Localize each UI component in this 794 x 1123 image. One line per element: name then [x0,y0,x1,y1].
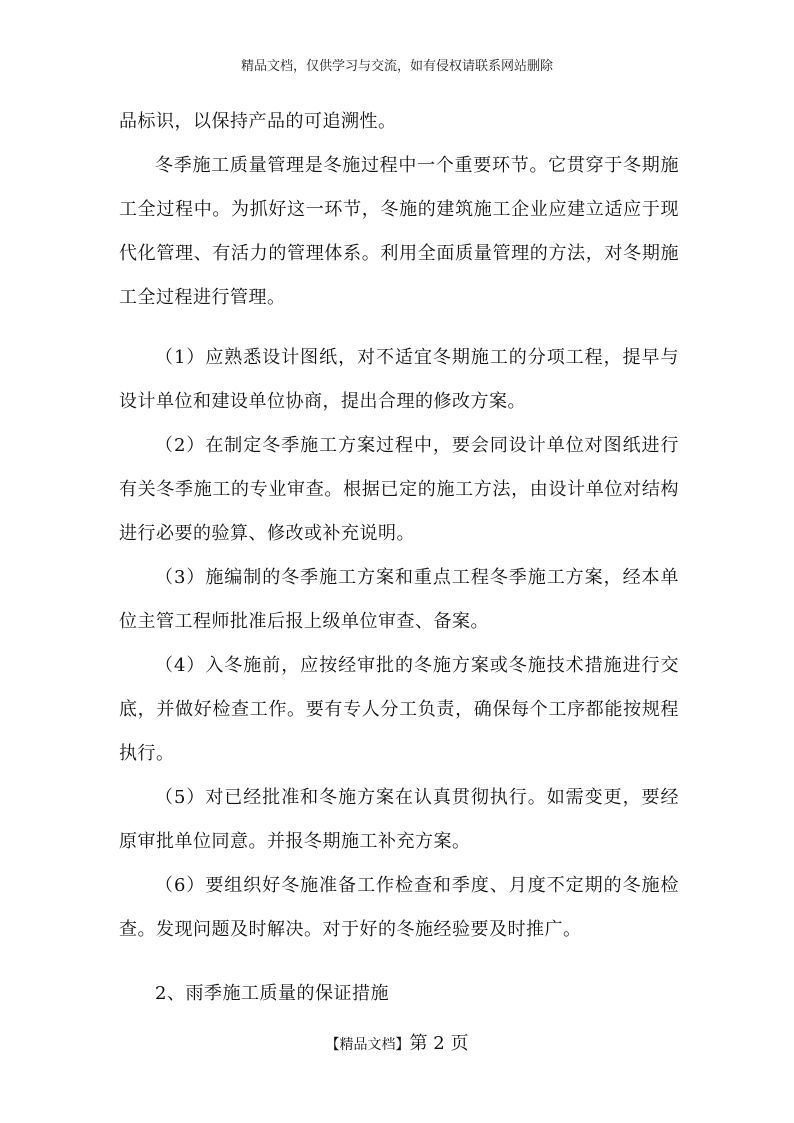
page-footer [0,1032,794,1057]
list-item: （2）在制定冬季施工方案过程中，要会同设计单位对图纸进行有关冬季施工的专业审查。根据已定的施工方法，由设计单位对结构进行必要的验算、修改或补充说明。 [119,435,679,544]
list-item: （3）施编制的冬季施工方案和重点工程冬季施工方案，经本单位主管工程师批准后报上级单位审查、备案。 [119,567,679,632]
list-item: （5）对已经批准和冬施方案在认真贯彻执行。如需变更，要经原审批单位同意。并报冬期施工补充方案。 [119,787,679,852]
document-body [119,100,679,1016]
list-item: （4）入冬施前，应按经审批的冬施方案或冬施技术措施进行交底，并做好检查工作。要有专人分工负责，确保每个工序都能按规程执行。 [119,655,679,764]
page-header-watermark: 精品文档，仅供学习与交流，如有侵权请联系网站删除 [240,59,553,74]
paragraph-continuation: 品标识，以保持产品的可追溯性。 [119,111,397,132]
section-heading: 2、雨季施工质量的保证措施 [155,983,389,1004]
list-item: （6）要组织好冬施准备工作检查和季度、月度不定期的冬施检查。发现问题及时解决。对于好的冬施经验要及时推广。 [119,875,679,940]
footer-tag: 【精品文档】 [325,1037,410,1053]
list-item: （1）应熟悉设计图纸，对不适宜冬期施工的分项工程，提早与设计单位和建设单位协商，提出合理的修改方案。 [119,347,679,412]
paragraph-winter-quality-management: 冬季施工质量管理是冬施过程中一个重要环节。它贯穿于冬期施工全过程中。为抓好这一环节，冬施的建筑施工企业应建立适应于现代化管理、有活力的管理体系。利用全面质量管理的方法，对冬期施工全过程进行管理。 [119,155,679,308]
page-number: 第 2 页 [409,1033,469,1054]
